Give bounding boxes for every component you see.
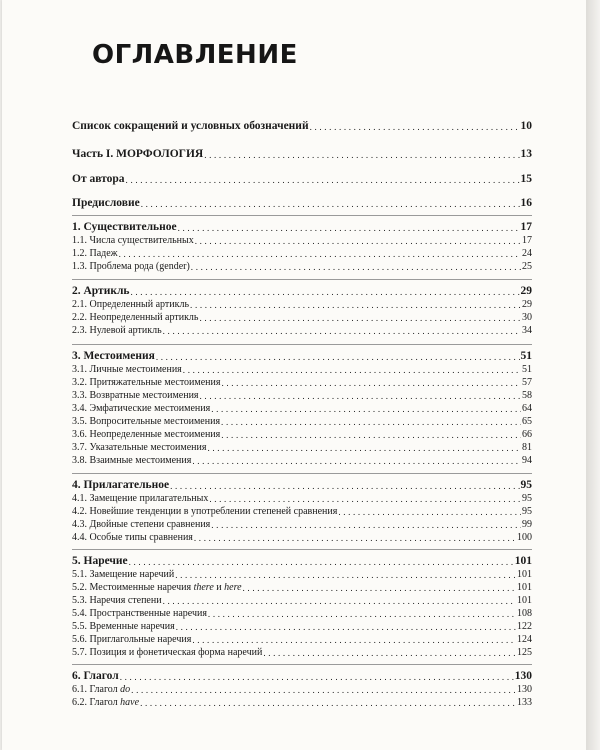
toc-entry-title: 3.1. Личные местоимения [72, 364, 182, 375]
toc-entry-title: 5.6. Приглагольные наречия [72, 634, 192, 645]
toc-entry [72, 606, 532, 619]
toc-entry-page: 16 [520, 197, 532, 209]
toc-entry-page: 24 [522, 248, 532, 259]
leader-dots [211, 405, 521, 414]
toc-entry-title: 1.3. Проблема рода (gender) [72, 261, 190, 272]
toc-entry-page: 125 [517, 647, 532, 658]
toc-entry [72, 347, 532, 362]
toc-entry-page: 95 [522, 506, 532, 517]
toc-entry-title: 4. Прилагательное [72, 479, 170, 491]
section-divider [72, 279, 532, 280]
leader-dots [263, 649, 516, 658]
leader-dots [192, 636, 516, 645]
toc-entry [72, 552, 532, 567]
leader-dots [183, 366, 521, 375]
toc-entry-page: 130 [514, 670, 532, 682]
toc-entry [72, 246, 532, 259]
toc-entry-title: 4.3. Двойные степени сравнения [72, 519, 211, 530]
leader-dots [119, 250, 521, 259]
toc-entry-page: 81 [522, 442, 532, 453]
leader-dots [243, 584, 516, 593]
toc-entry [72, 414, 532, 427]
toc-entry [72, 530, 532, 543]
leader-dots [194, 534, 516, 543]
toc-entry-page: 30 [522, 312, 532, 323]
leader-dots [200, 392, 521, 401]
toc-entry-title: Часть I. МОРФОЛОГИЯ [72, 148, 204, 160]
section-divider [72, 664, 532, 665]
toc-entry-page: 101 [517, 582, 532, 593]
toc-entry-page: 29 [522, 299, 532, 310]
toc-entry [72, 170, 532, 185]
toc-entry [72, 375, 532, 388]
toc-entry [72, 194, 532, 209]
toc-entry-title: 2.3. Нулевой артикль [72, 325, 162, 336]
toc-entry-title: 2.2. Неопределенный артикль [72, 312, 199, 323]
toc-entry-page: 101 [517, 595, 532, 606]
toc-entry-page: 130 [517, 684, 532, 695]
toc-entry-page: 17 [522, 235, 532, 246]
toc-entry [72, 259, 532, 272]
leader-dots [156, 353, 520, 362]
toc-entry-page: 108 [517, 608, 532, 619]
toc-entry-title: 2. Артикль [72, 285, 130, 297]
leader-dots [140, 699, 516, 708]
leader-dots [175, 571, 516, 580]
toc-entry [72, 682, 532, 695]
toc-entry-page: 58 [522, 390, 532, 401]
toc-entry-title: 5.3. Наречия степени [72, 595, 162, 606]
toc-entry-page: 133 [517, 697, 532, 708]
toc-entry-title: 3.7. Указательные местоимения [72, 442, 207, 453]
toc-entry-title: 5.5. Временные наречия [72, 621, 175, 632]
leader-dots [190, 301, 521, 310]
toc-entry-title: 5.7. Позиция и фонетическая форма наречий [72, 647, 263, 658]
leader-dots [178, 224, 520, 233]
toc-entry-page: 124 [517, 634, 532, 645]
toc-entry [72, 427, 532, 440]
leader-dots [191, 263, 521, 272]
toc-entry-title: 2.1. Определенный артикль [72, 299, 190, 310]
toc-entry [72, 323, 532, 336]
toc-entry-title: 4.1. Замещение прилагательных [72, 493, 209, 504]
page-title: ОГЛАВЛЕНИЕ [92, 40, 298, 70]
leader-dots [207, 444, 521, 453]
toc-entry [72, 218, 532, 233]
toc-entry [72, 440, 532, 453]
toc-entry-page: 65 [522, 416, 532, 427]
section-divider [72, 215, 532, 216]
section-divider [72, 549, 532, 550]
toc-entry [72, 117, 532, 132]
toc-entry [72, 491, 532, 504]
leader-dots [208, 610, 516, 619]
toc-entry [72, 362, 532, 375]
toc-entry-page: 34 [522, 325, 532, 336]
leader-dots [141, 200, 520, 209]
toc-entry [72, 645, 532, 658]
leader-dots [170, 482, 519, 491]
toc-entry [72, 310, 532, 323]
toc-entry [72, 667, 532, 682]
leader-dots [204, 151, 519, 160]
toc-entry-page: 57 [522, 377, 532, 388]
toc-entry-title: 3.5. Вопросительные местоимения [72, 416, 221, 427]
toc-entry-title: 3.8. Взаимные местоимения [72, 455, 192, 466]
toc-entry-page: 101 [514, 555, 532, 567]
leader-dots [163, 327, 521, 336]
toc-entry-title: От автора [72, 173, 125, 185]
toc-entry-title: 1.2. Падеж [72, 248, 118, 259]
toc-entry-page: 100 [517, 532, 532, 543]
toc-entry [72, 504, 532, 517]
toc-entry-title: 3.6. Неопределенные местоимения [72, 429, 221, 440]
toc-entry-page: 66 [522, 429, 532, 440]
toc-entry-page: 99 [522, 519, 532, 530]
toc-entry [72, 282, 532, 297]
toc-entry-title: 6.1. Глагол do [72, 684, 131, 695]
toc-entry-page: 29 [520, 285, 532, 297]
leader-dots [131, 686, 516, 695]
toc-entry-title: 6.2. Глагол have [72, 697, 140, 708]
leader-dots [120, 673, 514, 682]
toc-entry [72, 619, 532, 632]
toc-entry-page: 25 [522, 261, 532, 272]
toc-entry [72, 580, 532, 593]
toc-entry [72, 297, 532, 310]
toc-entry [72, 453, 532, 466]
toc-entry-page: 51 [520, 350, 532, 362]
toc-entry-title: 3.3. Возвратные местоимения [72, 390, 199, 401]
leader-dots [338, 508, 521, 517]
toc-entry-page: 122 [517, 621, 532, 632]
leader-dots [130, 288, 519, 297]
page-edge-shadow [586, 0, 600, 750]
toc-entry-page: 94 [522, 455, 532, 466]
leader-dots [211, 521, 521, 530]
toc-entry [72, 593, 532, 606]
leader-dots [163, 597, 516, 606]
toc-entry-page: 101 [517, 569, 532, 580]
toc-entry-page: 51 [522, 364, 532, 375]
toc-entry-title: 3. Местоимения [72, 350, 155, 362]
toc-entry-title: 1. Существительное [72, 221, 177, 233]
toc-entry-title: 4.2. Новейшие тенденции в употреблении степеней сравнения [72, 506, 338, 517]
toc-entry-page: 95 [522, 493, 532, 504]
toc-entry [72, 233, 532, 246]
toc-entry [72, 567, 532, 580]
toc-entry-title: 3.2. Притяжательные местоимения [72, 377, 221, 388]
toc-entry-page: 15 [520, 173, 532, 185]
toc-entry-title: 5.1. Замещение наречий [72, 569, 175, 580]
toc-entry [72, 476, 532, 491]
leader-dots [176, 623, 516, 632]
toc-entry-page: 10 [520, 120, 532, 132]
toc-entry [72, 695, 532, 708]
leader-dots [221, 431, 521, 440]
toc-entry-page: 95 [520, 479, 532, 491]
toc-entry-title: 5.4. Пространственные наречия [72, 608, 207, 619]
toc-entry-title: 1.1. Числа существительных [72, 235, 194, 246]
leader-dots [129, 558, 514, 567]
toc-entry [72, 517, 532, 530]
leader-dots [310, 123, 520, 132]
toc-entry-page: 17 [520, 221, 532, 233]
leader-dots [221, 379, 521, 388]
toc-entry-title: 3.4. Эмфатические местоимения [72, 403, 211, 414]
toc-entry-title: Предисловие [72, 197, 140, 209]
toc-entry-title: 5.2. Местоименные наречия there и here [72, 582, 242, 593]
toc-entry [72, 632, 532, 645]
section-divider [72, 473, 532, 474]
section-divider [72, 344, 532, 345]
leader-dots [126, 176, 520, 185]
toc-entry-title: 6. Глагол [72, 670, 119, 682]
toc-entry [72, 401, 532, 414]
toc-entry-page: 64 [522, 403, 532, 414]
toc-entry [72, 145, 532, 160]
toc-entry-page: 13 [520, 148, 532, 160]
book-page [2, 0, 586, 750]
leader-dots [192, 457, 521, 466]
toc-entry [72, 388, 532, 401]
leader-dots [221, 418, 521, 427]
toc-entry-title: Список сокращений и условных обозначений [72, 120, 309, 132]
leader-dots [209, 495, 521, 504]
toc-entry-title: 4.4. Особые типы сравнения [72, 532, 193, 543]
toc-entry-title: 5. Наречие [72, 555, 128, 567]
leader-dots [199, 314, 521, 323]
leader-dots [195, 237, 521, 246]
